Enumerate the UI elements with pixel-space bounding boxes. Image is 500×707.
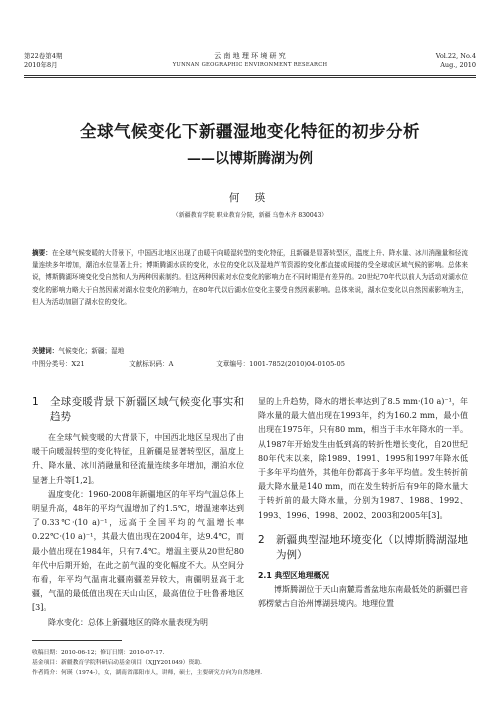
- author-affiliation: （新疆教育学院 职业教育分院，新疆 乌鲁木齐 830043）: [172, 212, 328, 219]
- article-id: 文章编号：1001-7852(2010)04-0105-05: [216, 360, 345, 368]
- right-column: [258, 395, 468, 611]
- subsection-2-1-heading: 2.1 典型区地理概况: [258, 570, 330, 580]
- header-rule-thin: [24, 77, 476, 78]
- keywords-label: 关键词：: [32, 347, 59, 355]
- section-2-heading: [258, 533, 468, 563]
- footnote-rule: [32, 640, 122, 641]
- clc-number: 中图分类号：X21: [32, 360, 85, 368]
- abstract: [32, 247, 468, 308]
- paragraph: 显的上升趋势，降水的增长率达到了8.5 mm·(10 a)⁻¹，年降水量的最大值出现在1993年，约为160.2 mm，最小值出现在1975年，只有80 mm，相当于丰水年降水的一半。从1987年开始发生由低到高的转折性增长变化，自20世纪80年代末以来，除1989、1991、1995和1997年降水低于多年平均值外，其他年份都高于多年平均值。发生转折前最大降水量是140 mm，而在发生转折后有9年的降水量大于转折前的最大降水量，分别为1987、1988、1992、1993、1996、1998、2002、2003和2005年[3]。: [258, 397, 468, 520]
- volume-issue: 第22卷第4期: [24, 52, 63, 60]
- publication-date: 2010年8月: [24, 61, 58, 69]
- section-1-heading: [32, 395, 244, 425]
- left-column: [32, 395, 244, 630]
- classification-line: [32, 358, 468, 368]
- document-code: 文献标识码：A: [129, 360, 174, 368]
- paragraph: 降水变化：总体上新疆地区的降水量表现为明: [48, 617, 208, 627]
- fund-info: 基金项目：新疆教育学院科研启动基金项目（XJJY201049）资助.: [32, 660, 202, 666]
- journal-name: [24, 52, 476, 70]
- keywords: [32, 345, 124, 355]
- paragraph: 博斯腾湖位于天山南麓焉耆盆地东南最低处的新疆巴音郭楞蒙古自治州博湖县境内。地理位置: [258, 585, 468, 609]
- journal-name-cn: 云 南 地 理 环 境 研 究: [214, 52, 286, 60]
- author-name: 何 瑛: [228, 192, 272, 204]
- paper-subtitle: ——以博斯腾湖为例: [187, 151, 313, 167]
- abstract-text: 在全球气候变暖的大背景下，中国西北地区出现了由暖干向暖湿转型的变化特征，且新疆是显著转型区，温度上升、降水量、冰川消融量和径流量连续多年增加，潮泊水位显著上升；博斯腾湖水质的变化，水位的变化以及湿地芦苇资源的变化都直接或间接的受全球或区域气候的影响。总体来说，博斯腾湖环境变化受自然和人为两种因素制约。但这两种因素对水位变化的影响力在不同时期是有差异的。20世纪70年代以前人为活动对湖水位变化的影响力略大于自然因素对湖水位变化的影响力，在80年代以后湖水位变化主要受自然因素影响。总体来说，湖水位变化以自然因素影响为主，但人为活动加剧了湖水位的变化。: [32, 249, 469, 306]
- header-rule: [24, 75, 476, 76]
- journal-name-en: YUNNAN GEOGRAPHIC ENVIRONMENT RESEARCH: [172, 62, 328, 68]
- section-1-number: 1: [32, 396, 39, 408]
- paragraph: 温度变化：1960-2008年新疆地区的年平均气温总体上明显升高，48年的平均气温增加了约1.5℃，增温速率达到了0.33℃·(10 a)⁻¹，远高于全国平均的气温增长率0.22℃·(10 a)⁻¹，其最大值出现在2004年，达9.4℃，而最小值出现在1984年，只有7.4℃。增温主要从20世纪80年代中后期开始，在此之前气温的变化幅度不大。从空间分布看，年平均气温南北疆南疆差异较大，南疆明显高于北疆，气温的最低值出现在天山山区，最高值位于吐鲁番地区[3]。: [32, 489, 244, 613]
- volume-issue-en: Vol.22, No.4: [435, 52, 476, 60]
- publication-date-en: Aug., 2010: [440, 61, 476, 69]
- journal-volume-info-en: [436, 52, 476, 70]
- paper-title: 全球气候变化下新疆湿地变化特征的初步分析: [80, 122, 420, 141]
- section-2-number: 2: [258, 533, 265, 546]
- abstract-label: 摘要：: [32, 249, 52, 257]
- paragraph: 在全球气候变暖的大背景下，中国西北地区呈现出了由暖干向暖湿转型的变化特征，且新疆是显著转型区，温度上升、降水量、冰川消融量和径流量连续多年增加，潮泊水位显著上升等[1,2]。: [32, 433, 244, 485]
- received-date: 收稿日期：2010-06-12；修订日期：2010-07-17.: [32, 650, 165, 656]
- running-header: [24, 52, 476, 74]
- section-1-title: 全球变暖背景下新疆区域气候变化事实和趋势: [50, 396, 244, 423]
- section-2-title: 新疆典型湿地环境变化（以博斯腾湖湿地为例）: [276, 533, 468, 561]
- keywords-text: 气候变化；新疆；湿地: [58, 347, 125, 355]
- author-bio: 作者简介：何瑛（1974-），女，湖南省邵阳市人，讲师，硕士，主要研究方向为自然地理.: [32, 670, 263, 676]
- footnotes: [32, 648, 468, 678]
